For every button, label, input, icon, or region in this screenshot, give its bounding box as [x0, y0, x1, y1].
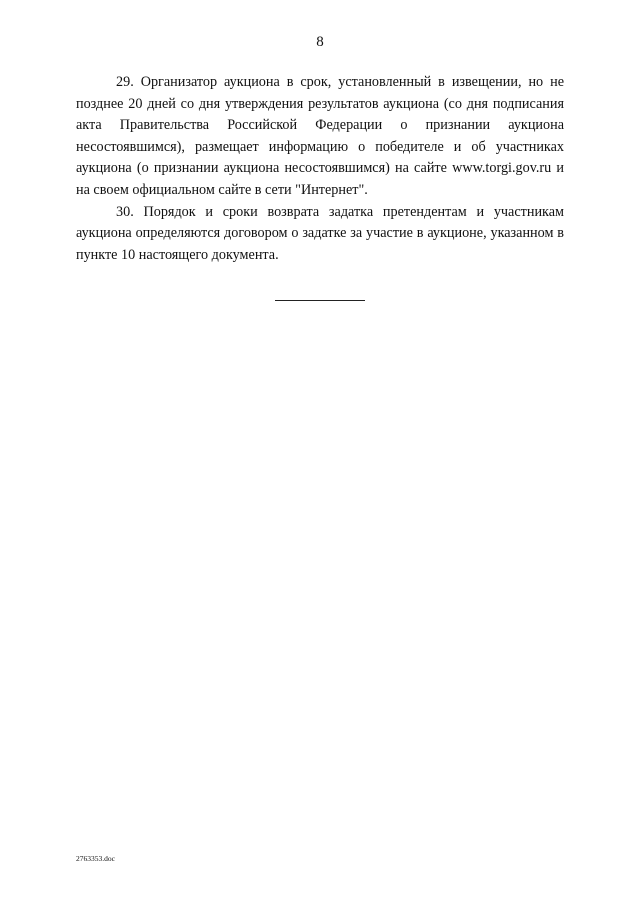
end-separator-line	[275, 300, 365, 301]
paragraph-29: 29. Организатор аукциона в срок, установленный в извещении, но не позднее 20 дней со дня утверждения результатов аукциона (со дня подписания акта Правительства Российской Федерации о признании аукциона несостоявшимся), размещает информацию о победителе и об участниках аукциона (о признании аукциона несостоявшимся) на сайте www.torgi.gov.ru и на своем официальном сайте в сети "Интернет".	[76, 74, 564, 198]
page-number: 8	[316, 34, 324, 50]
paragraph-30: 30. Порядок и сроки возврата задатка претендентам и участникам аукциона определяются договором о задатке за участие в аукционе, указанном в пункте 10 настоящего документа.	[76, 203, 564, 263]
footer-doc-id: 2763353.doc	[76, 854, 115, 863]
body-text	[76, 72, 564, 266]
